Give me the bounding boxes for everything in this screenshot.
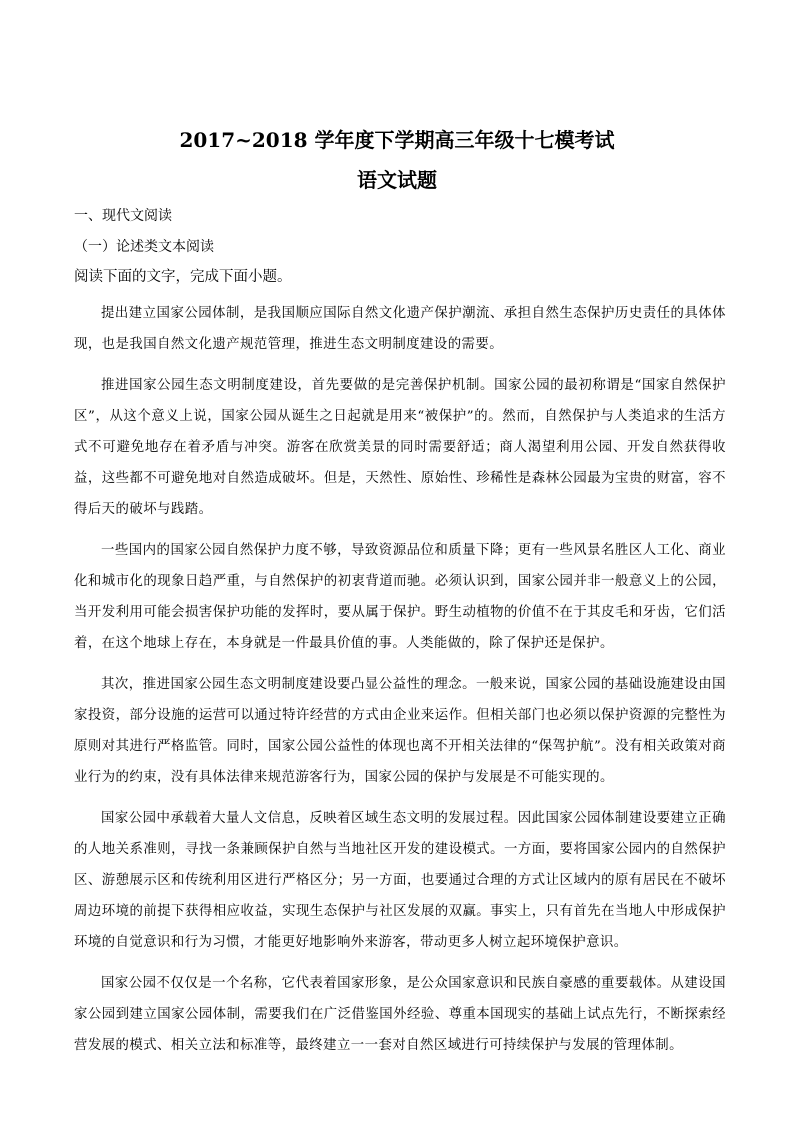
passage-paragraph: 国家公园中承载着大量人文信息，反映着区域生态文明的发展过程。因此国家公园体制建设要建立正确的人地关系准则，寻找一条兼顾保护自然与当地社区开发的建设模式。一方面，要将国家公园内的自然保护区、游憩展示区和传统利用区进行严格区分；另一方面，也要通过合理的方式让区域内的原有居民在不破坏周边环境的前提下获得相应收益，实现生态保护与社区发展的双赢。事实上，只有首先在当地人中形成保护环境的自觉意识和行为习惯，才能更好地影响外来游客，带动更多人树立起环境保护意识。 — [74, 811, 726, 950]
reading-passage — [74, 298, 726, 1071]
subsection-heading: （一）论述类文本阅读 — [74, 239, 214, 255]
passage-paragraph: 国家公园不仅仅是一个名称，它代表着国家形象，是公众国家意识和民族自豪感的重要载体。从建设国家公园到建立国家公园体制，需要我们在广泛借鉴国外经验、尊重本国现实的基础上试点先行，不断探索经营发展的模式、相关立法和标准等，最终建立一一套对自然区域进行可持续保护与发展的管理体制。 — [74, 976, 726, 1053]
passage-paragraph: 一些国内的国家公园自然保护力度不够，导致资源品位和质量下降；更有一些风景名胜区人工化、商业化和城市化的现象日趋严重，与自然保护的初衷背道而驰。必须认识到，国家公园并非一般意义上的公园，当开发利用可能会损害保护功能的发挥时，要从属于保护。野生动植物的价值不在于其皮毛和牙齿，它们活着，在这个地球上存在，本身就是一件最具价值的事。人类能做的，除了保护还是保护。 — [74, 543, 726, 651]
section-heading: 一、现代文阅读 — [74, 208, 172, 224]
exam-title: 2017~2018 学年度下学期高三年级十七模考试 — [179, 128, 615, 152]
passage-paragraph: 提出建立国家公园体制，是我国顺应国际自然文化遗产保护潮流、承担自然生态保护历史责任的具体体现，也是我国自然文化遗产规范管理，推进生态文明制度建设的需要。 — [74, 306, 726, 352]
exam-subtitle: 语文试题 — [357, 168, 437, 192]
reading-instruction: 阅读下面的文字，完成下面小题。 — [74, 269, 292, 285]
passage-paragraph: 其次，推进国家公园生态文明制度建设要凸显公益性的理念。一般来说，国家公园的基础设施建设由国家投资，部分设施的运营可以通过特许经营的方式由企业来运作。但相关部门也必须以保护资源的完整性为原则对其进行严格监管。同时，国家公园公益性的体现也离不开相关法律的“保驾护航”。没有相关政策对商业行为的约束，没有具体法律来规范游客行为，国家公园的保护与发展是不可能实现的。 — [74, 677, 726, 785]
passage-paragraph: 推进国家公园生态文明制度建设，首先要做的是完善保护机制。国家公园的最初称谓是“国家自然保护区”，从这个意义上说，国家公园从诞生之日起就是用来“被保护”的。然而，自然保护与人类追求的生活方式不可避免地存在着矛盾与冲突。游客在欣赏美景的同时需要舒适；商人渴望利用公园、开发自然获得收益，这些都不可避免地对自然造成破坏。但是，天然性、原始性、珍稀性是森林公园最为宝贵的财富，容不得后天的破坏与践踏。 — [74, 378, 726, 517]
